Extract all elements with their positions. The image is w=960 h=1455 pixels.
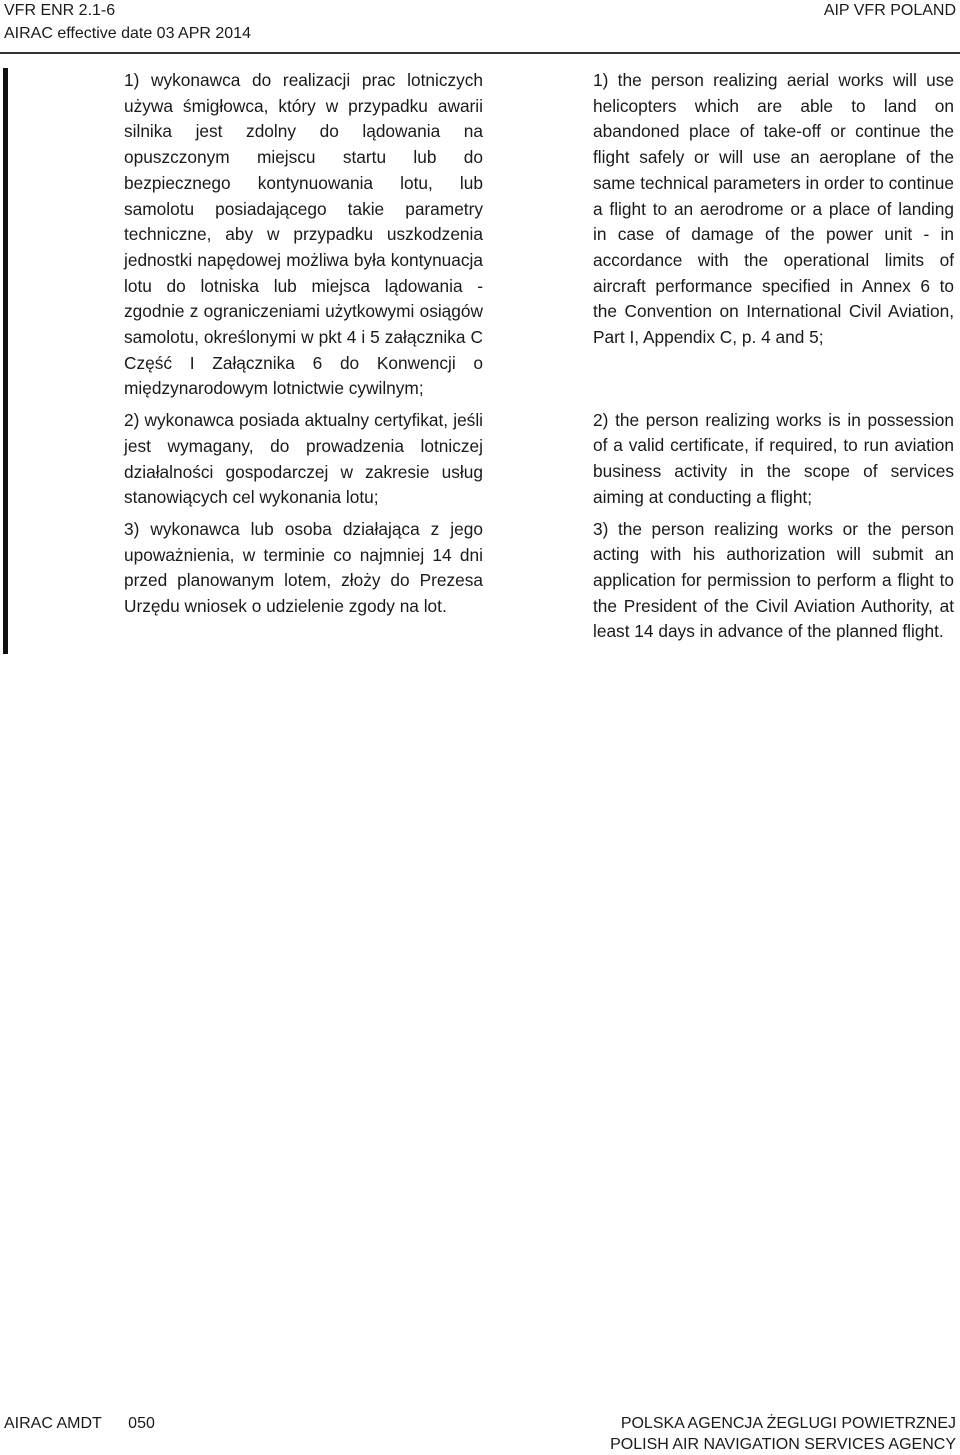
agency-name-polish: POLSKA AGENCJA ŻEGLUGI POWIETRZNEJ	[620, 1415, 956, 1432]
effective-date: AIRAC effective date 03 APR 2014	[4, 25, 251, 42]
polish-item-3: 3) wykonawca lub osoba działająca z jego upoważnienia, w terminie co najmniej 14 dni przed planowanym lotem, złoży do Prezesa Urzędu wniosek o udzielenie zgody na lot.	[124, 518, 483, 617]
publication-title: AIP VFR POLAND	[823, 2, 956, 19]
agency-name-english: POLISH AIR NAVIGATION SERVICES AGENCY	[610, 1436, 956, 1453]
polish-item-1: 1) wykonawca do realizacji prac lotniczych używa śmigłowca, który w przypadku awarii silnika jest zdolny do lądowania na opuszczonym miejscu startu lub do bezpiecznego kontynuowania lotu, lub samolotu posiadającego takie parametry techniczne, aby w przypadku uszkodzenia jednostki napędowej możliwa była kontynuacja lotu do lotniska lub miejsca lądowania - zgodnie z ograniczeniami użytkowymi osiągów samolotu, określonymi w pkt 4 i 5 załącznika C Część I Załącznika 6 do Konwencji o międzynarodowym lotnictwie cywilnym;	[124, 70, 483, 399]
english-item-3: 3) the person realizing works or the person acting with his authorization will submit an application for permission to perform a flight to the President of the Civil Aviation Authority, at least 14 days in advance of the planned flight.	[593, 518, 954, 642]
amendment-change-bar	[3, 68, 8, 654]
english-item-1: 1) the person realizing aerial works will use helicopters which are able to land on abandoned place of take-off or continue the flight safely or will use an aeroplane of the same technical parameters in order to continue a flight to an aerodrome or a place of landing in case of damage of the power unit - in accordance with the operational limits of aircraft performance specified in Annex 6 to the Convention on International Civil Aviation, Part I, Appendix C, p. 4 and 5;	[593, 70, 954, 348]
english-column	[593, 68, 954, 645]
airac-amendment: AIRAC AMDT 050	[4, 1415, 155, 1432]
polish-item-2: 2) wykonawca posiada aktualny certyfikat, jeśli jest wymagany, do prowadzenia lotniczej działalności gospodarczej w zakresie usług stanowiących cel wykonania lotu;	[124, 410, 483, 508]
polish-column	[124, 68, 483, 620]
document-code: VFR ENR 2.1-6	[4, 2, 116, 19]
english-item-2: 2) the person realizing works is in possession of a valid certificate, if required, to run aviation business activity in the scope of services aiming at conducting a flight;	[593, 409, 954, 507]
header-rule	[0, 52, 960, 54]
